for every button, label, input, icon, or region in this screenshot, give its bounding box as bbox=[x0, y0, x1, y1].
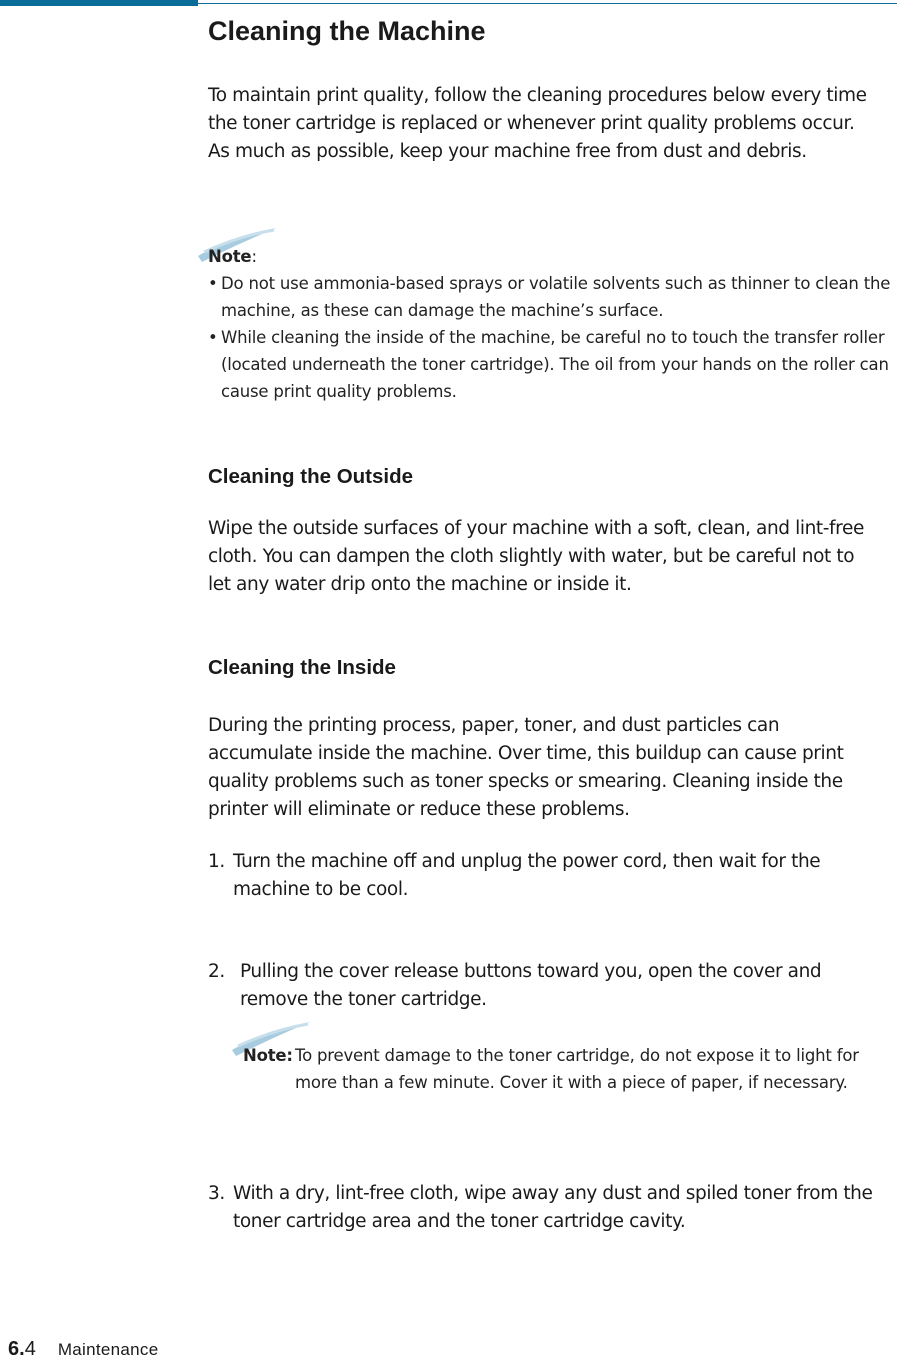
note-block bbox=[208, 243, 893, 405]
bullet-icon: • bbox=[208, 328, 218, 347]
page-footer bbox=[8, 1338, 158, 1361]
step-item bbox=[208, 958, 888, 1014]
inner-note bbox=[243, 1042, 897, 1096]
step-text: Turn the machine off and unplug the power cord, then wait for the machine to be cool. bbox=[233, 851, 821, 900]
inside-paragraph: During the printing process, paper, toner, and dust particles can accumulate inside the machine. Over time, this buildup can cause print quality problems such as toner specks or smearing. Cleaning inside the printer will eliminate or reduce these problems. bbox=[208, 715, 844, 820]
note-item-text: While cleaning the inside of the machine, be careful no to touch the transfer roller (located underneath the toner cartridge). The oil from your hands on the roller can cause print quality problems. bbox=[221, 328, 889, 401]
note-item bbox=[208, 270, 893, 324]
step-text: Pulling the cover release buttons toward you, open the cover and remove the toner cartridge. bbox=[240, 961, 822, 1010]
note-label: Note bbox=[208, 247, 252, 266]
section-heading-outside: Cleaning the Outside bbox=[208, 465, 414, 488]
note-item-text: Do not use ammonia-based sprays or volatile solvents such as thinner to clean the machine, as these can damage the machine’s surface. bbox=[221, 274, 891, 320]
outside-paragraph: Wipe the outside surfaces of your machine with a soft, clean, and lint-free cloth. You can dampen the cloth slightly with water, but be careful not to let any water drip onto the machine or inside it. bbox=[208, 518, 864, 595]
note-item bbox=[208, 324, 893, 405]
inner-note-label: Note: bbox=[243, 1046, 293, 1065]
footer-section-title: Maintenance bbox=[57, 1340, 159, 1359]
section-heading-inside: Cleaning the Inside bbox=[208, 656, 396, 679]
step-number: 3. bbox=[208, 1183, 225, 1204]
step-item bbox=[208, 848, 888, 904]
intro-paragraph: To maintain print quality, follow the cleaning procedures below every time the toner cartridge is replaced or whenever print quality problems occur. As much as possible, keep your machine free from dust and debris. bbox=[208, 85, 867, 162]
note-heading bbox=[208, 243, 893, 270]
header-rule-thin bbox=[198, 3, 897, 4]
page-number: 6.4 bbox=[8, 1338, 36, 1360]
step-number: 1. bbox=[208, 851, 225, 872]
page-title: Cleaning the Machine bbox=[208, 16, 486, 46]
note-label-suffix: : bbox=[251, 247, 257, 266]
header-rule-thick bbox=[0, 0, 198, 6]
step-number: 2. bbox=[208, 961, 225, 982]
inner-note-text: To prevent damage to the toner cartridge, do not expose it to light for more than a few minute. Cover it with a piece of paper, if necessary. bbox=[295, 1046, 859, 1092]
step-text: With a dry, lint-free cloth, wipe away any dust and spiled toner from the toner cartridge area and the toner cartridge cavity. bbox=[233, 1183, 873, 1232]
step-item bbox=[208, 1180, 888, 1236]
bullet-icon: • bbox=[208, 274, 218, 293]
